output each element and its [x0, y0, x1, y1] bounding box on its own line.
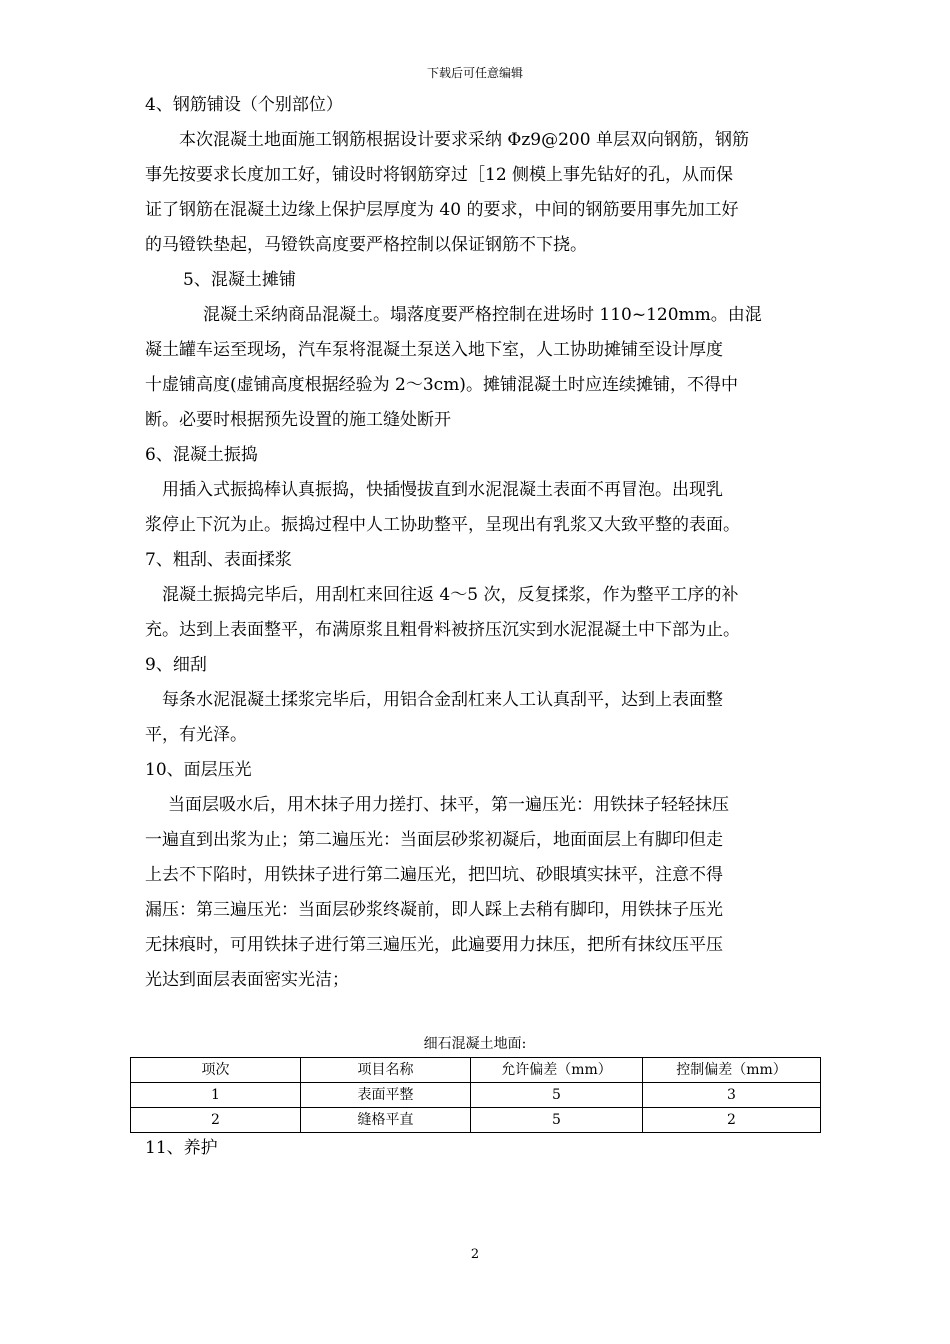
table-cell: 1 [131, 1083, 301, 1108]
table-cell: 2 [643, 1108, 821, 1133]
table-cell: 5 [471, 1108, 643, 1133]
text-line: 上去不下陷时，用铁抹子进行第二遍压光，把凹坑、砂眼填实抹平，注意不得 [145, 865, 723, 885]
table-cell: 3 [643, 1083, 821, 1108]
text-line: 漏压：第三遍压光：当面层砂浆终凝前，即人踩上去稍有脚印，用铁抹子压光 [145, 900, 723, 920]
table-row [131, 1108, 821, 1133]
text-line: 9、细刮 [145, 655, 207, 675]
page-number: 2 [470, 1247, 480, 1262]
text-line: 无抹痕时，可用铁抹子进行第三遍压光，此遍要用力抹压，把所有抹纹压平压 [145, 935, 723, 955]
tolerance-table [130, 1057, 821, 1133]
text-line: 本次混凝土地面施工钢筋根据设计要求采纳 Φz9@200 单层双向钢筋，钢筋 [179, 130, 749, 150]
document-body [145, 88, 805, 998]
text-line: 断。必要时根据预先设置的施工缝处断开 [145, 410, 451, 430]
table-cell: 2 [131, 1108, 301, 1133]
text-line: 充。达到上表面整平，布满原浆且粗骨料被挤压沉实到水泥混凝土中下部为止。 [145, 620, 740, 640]
text-line: 凝土罐车运至现场，汽车泵将混凝土泵送入地下室，人工协助摊铺至设计厚度 [145, 340, 723, 360]
text-line: 用插入式振捣棒认真振捣，快插慢拔直到水泥混凝土表面不再冒泡。出现乳 [162, 480, 723, 500]
table-cell: 5 [471, 1083, 643, 1108]
header-cell: 允许偏差（mm） [471, 1058, 643, 1083]
table-caption: 细石混凝土地面: [423, 1036, 527, 1052]
text-line: 光达到面层表面密实光洁； [145, 970, 349, 990]
header-cell: 项目名称 [301, 1058, 471, 1083]
text-line: 平，有光泽。 [145, 725, 247, 745]
text-line: 6、混凝土振捣 [145, 445, 258, 465]
table-cell: 表面平整 [301, 1083, 471, 1108]
page-header: 下载后可任意编辑 [426, 66, 523, 80]
table-cell: 缝格平直 [301, 1108, 471, 1133]
text-line: 证了钢筋在混凝土边缘上保护层厚度为 40 的要求，中间的钢筋要用事先加工好 [145, 200, 739, 220]
text-line: 浆停止下沉为止。振捣过程中人工协助整平，呈现出有乳浆又大致平整的表面。 [145, 515, 740, 535]
table-row [131, 1083, 821, 1108]
text-line: 混凝土振捣完毕后，用刮杠来回往返 4～5 次，反复揉浆，作为整平工序的补 [162, 585, 739, 605]
text-line: 事先按要求长度加工好，铺设时将钢筋穿过［12 侧模上事先钻好的孔，从而保 [145, 165, 734, 185]
text-line: 十虚铺高度(虚铺高度根据经验为 2～3cm)。摊铺混凝土时应连续摊铺，不得中 [145, 375, 738, 395]
text-line: 10、面层压光 [145, 760, 252, 780]
text-line: 当面层吸水后，用木抹子用力搓打、抹平，第一遍压光：用铁抹子轻轻抹压 [168, 795, 729, 815]
header-cell: 项次 [131, 1058, 301, 1083]
text-line: 4、钢筋铺设（个别部位） [145, 95, 343, 115]
table-header-row [131, 1058, 821, 1083]
text-line: 每条水泥混凝土揉浆完毕后，用铝合金刮杠来人工认真刮平，达到上表面整 [162, 690, 723, 710]
text-line: 5、混凝土摊铺 [183, 270, 296, 290]
text-line: 一遍直到出浆为止；第二遍压光：当面层砂浆初凝后，地面面层上有脚印但走 [145, 830, 723, 850]
section-heading-curing: 11、养护 [145, 1138, 218, 1158]
header-cell: 控制偏差（mm） [643, 1058, 821, 1083]
text-line: 的马镫铁垫起，马镫铁高度要严格控制以保证钢筋不下挠。 [145, 235, 587, 255]
text-line: 7、粗刮、表面揉浆 [145, 550, 292, 570]
text-line: 混凝土采纳商品混凝土。塌落度要严格控制在进场时 110~120mm。由混 [203, 305, 762, 325]
